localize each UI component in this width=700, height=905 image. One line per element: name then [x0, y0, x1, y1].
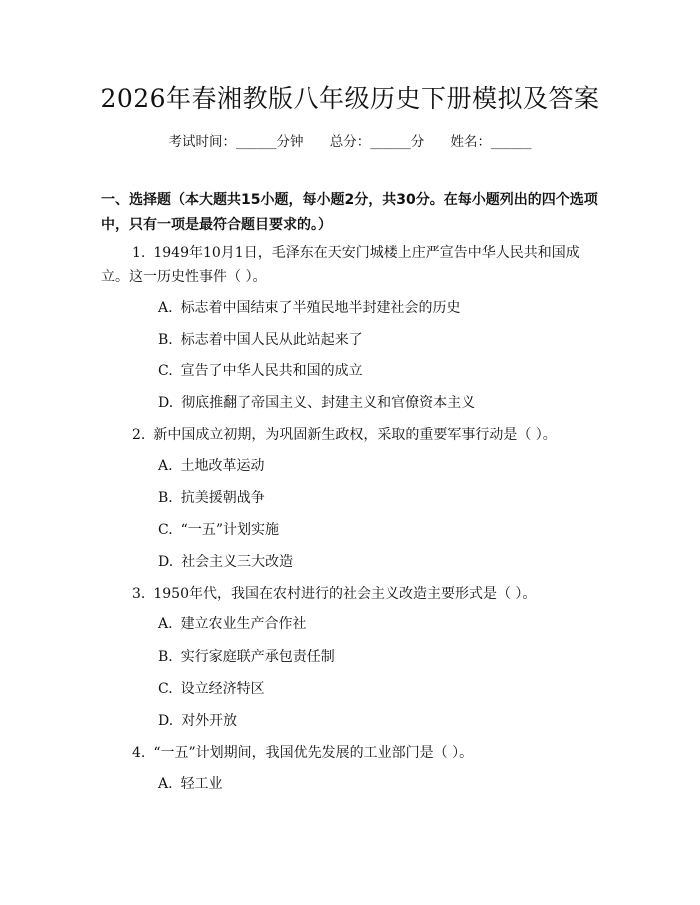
option-letter: A.	[158, 300, 173, 316]
question-4-option-a	[158, 774, 223, 794]
option-letter: B.	[158, 649, 173, 665]
exam-meta	[0, 132, 700, 152]
question-2-option-d	[158, 552, 293, 572]
question-text: 1950年代，我国在农村进行的社会主义改造主要形式是（ ）。	[153, 586, 537, 602]
option-letter: D.	[158, 554, 174, 570]
option-text: 轻工业	[180, 776, 223, 792]
question-2-option-b	[158, 488, 265, 508]
option-text: 建立农业生产合作社	[180, 616, 307, 632]
section-heading: 一、选择题（本大题共15小题，每小题2分，共30分。在每小题列出的四个选项中，只有一项是最符合题目要求的。）	[101, 192, 598, 233]
question-3-option-c	[158, 679, 265, 699]
option-text: 宣告了中华人民共和国的成立	[180, 363, 363, 379]
question-2	[101, 423, 601, 447]
question-2-option-c	[158, 520, 279, 540]
question-3-option-b	[158, 647, 335, 667]
option-text: 对外开放	[181, 713, 238, 729]
question-1-option-c	[158, 361, 363, 381]
option-text: 标志着中国人民从此站起来了	[180, 332, 363, 348]
option-letter: B.	[158, 332, 173, 348]
question-number: 3.	[132, 586, 146, 602]
question-text: 1949年10月1日，毛泽东在天安门城楼上庄严宣告中华人民共和国成立。这一历史性事件（ ）。	[101, 245, 580, 285]
option-letter: A.	[158, 776, 173, 792]
question-3-option-a	[158, 614, 307, 634]
question-number: 1.	[132, 245, 146, 261]
question-1	[101, 241, 601, 289]
question-1-option-b	[158, 330, 363, 350]
question-3-option-d	[158, 711, 237, 731]
option-text: “一五”计划实施	[180, 522, 279, 538]
option-letter: C.	[158, 522, 173, 538]
question-text: 新中国成立初期，为巩固新生政权，采取的重要军事行动是（ ）。	[153, 427, 557, 443]
question-3	[101, 582, 601, 606]
option-text: 土地改革运动	[180, 458, 265, 474]
page-title: 2026年春湘教版八年级历史下册模拟及答案	[100, 84, 600, 113]
student-name-field: 姓名：______	[450, 134, 532, 150]
option-letter: C.	[158, 681, 173, 697]
question-1-option-d	[158, 393, 475, 413]
option-letter: D.	[158, 395, 174, 411]
option-letter: C.	[158, 363, 173, 379]
total-score-field: 总分：______分	[329, 134, 425, 150]
option-text: 彻底推翻了帝国主义、封建主义和官僚资本主义	[181, 395, 476, 411]
question-4	[101, 741, 601, 765]
option-letter: D.	[158, 713, 174, 729]
option-text: 实行家庭联产承包责任制	[180, 649, 335, 665]
question-text: “一五”计划期间，我国优先发展的工业部门是（ ）。	[153, 745, 474, 761]
question-number: 2.	[132, 427, 146, 443]
exam-time-field: 考试时间：______分钟	[168, 134, 304, 150]
question-2-option-a	[158, 456, 265, 476]
question-number: 4.	[132, 745, 146, 761]
option-letter: A.	[158, 458, 173, 474]
option-letter: A.	[158, 616, 173, 632]
option-letter: B.	[158, 490, 173, 506]
option-text: 标志着中国结束了半殖民地半封建社会的历史	[180, 300, 461, 316]
option-text: 设立经济特区	[180, 681, 265, 697]
question-1-option-a	[158, 298, 461, 318]
option-text: 社会主义三大改造	[181, 554, 294, 570]
option-text: 抗美援朝战争	[180, 490, 265, 506]
